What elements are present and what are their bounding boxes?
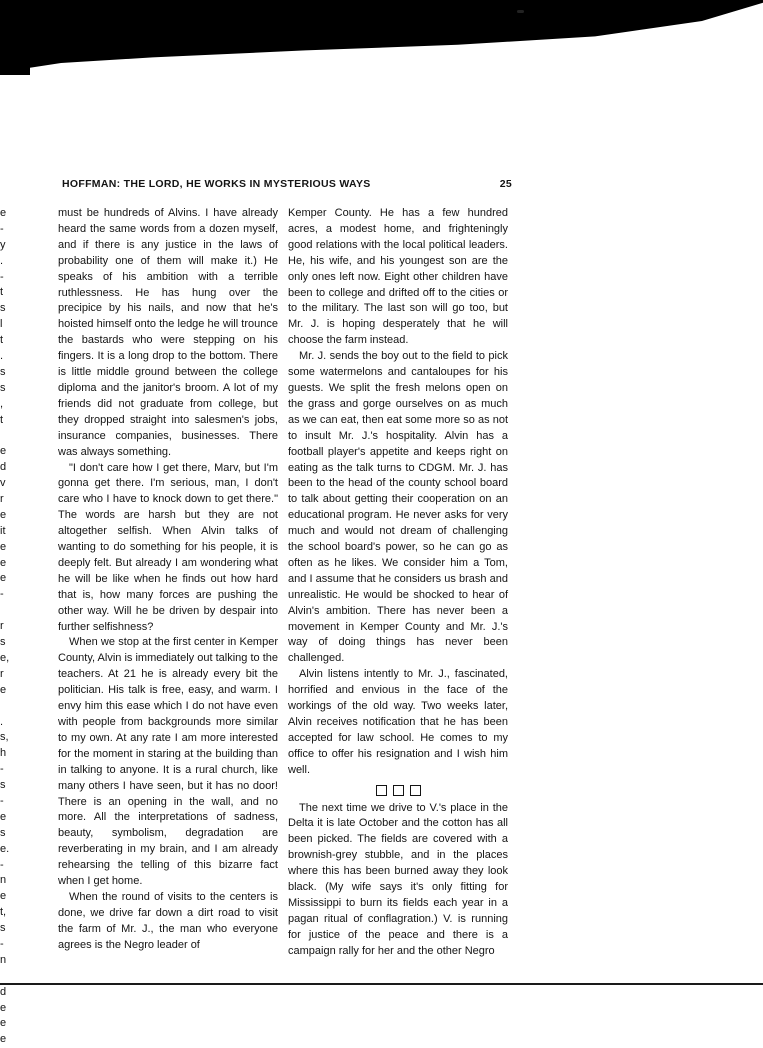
paragraph: Mr. J. sends the boy out to the field to pick some watermelons and cantaloupes for his guests. We split the fresh melons open on the grass and gorge ourselves on as much as we can eat, then eat some more so as not to insult Mr. J.'s hospitality. Alvin has a football player's appetite and keeps right on eating as the talk turns to CDGM. Mr. J. has been to the head of the county school board to talk about getting their cooperation on an educational program. He never asks for very much and would not dream of challenging the school board's power, so he can go as often as he likes. We consider him a Tom, and I assume that he considers us brash and unrealistic. He would be shocked to hear of Alvin's ambition. There has never been a movement in Kemper County and Mr. J.'s way of doing things has never been challenged. (288, 350, 508, 665)
margin-fragment: e, (0, 651, 10, 664)
margin-fragment: e (0, 890, 7, 903)
margin-fragment (0, 603, 10, 619)
scan-speck (517, 10, 524, 13)
paragraph: "I don't care how I get there, Marv, but I'm gonna get there. I'm serious, man, I don't care who I have to knock down to get there." The words are harsh but they are not altogether selfish. When Alvin talks of wanting to do something for his people, it is deeply felt. But already I am wondering what he will be like when he finds out how hard that is, how many forces are pushing the other way. Will he be driven by despair into further selfishness? (58, 461, 278, 633)
paragraph: When the round of visits to the centers is done, we drive far down a dirt road to visit the farm of Mr. J., the man who everyone agrees is the Negro leader of (58, 890, 278, 951)
right-text-column (288, 206, 508, 960)
margin-fragment: s (0, 302, 6, 315)
margin-fragment: r (0, 667, 4, 680)
margin-fragment: t (0, 334, 4, 347)
margin-fragment: t (0, 413, 4, 426)
margin-fragment: n (0, 953, 7, 966)
running-title: HOFFMAN: THE LORD, HE WORKS IN MYSTERIOUS WAYS (62, 178, 371, 190)
margin-fragment: e (0, 810, 7, 823)
margin-fragment: - (0, 858, 4, 871)
margin-fragment: e (0, 1001, 7, 1014)
scan-bottom-edge (0, 983, 763, 985)
separator-box-icon (410, 785, 421, 796)
margin-fragment: e (0, 540, 7, 553)
margin-fragment: e (0, 1033, 7, 1046)
page-number: 25 (499, 178, 512, 190)
margin-fragment: t, (0, 906, 7, 919)
margin-fragment: r (0, 493, 4, 506)
margin-fragment: y (0, 238, 6, 251)
margin-fragment: d (0, 461, 7, 474)
paragraph: The next time we drive to V.'s place in the Delta it is late October and the cotton has all been picked. The fields are covered with a brownish-grey stubble, and in the places where this has been burned away they look black. (My wife says it's only fitting for Mississippi to burn its fields each year in a pagan ritual of conflagration.) V. is running for justice of the peace and there is a campaign rally for her and the other Negro (288, 801, 508, 957)
margin-fragment: e (0, 445, 7, 458)
margin-fragment: , (0, 397, 4, 410)
margin-fragment: - (0, 222, 4, 235)
margin-fragment: s (0, 922, 6, 935)
separator-box-icon (376, 785, 387, 796)
paragraph: Alvin listens intently to Mr. J., fascinated, horrified and envious in the face of the workings of the old way. Two weeks later, Alvin receives notification that he has been accepted for law school. He comes to my office to offer his resignation and I wish him well. (288, 668, 508, 776)
margin-fragment (0, 428, 10, 444)
paragraph: must be hundreds of Alvins. I have already heard the same words from a dozen myself, and if there is any justice in the laws of probability one of them will make it.) He speaks of his ambition with a terrible ruthlessness. He has hung over the precipice by his nails, and now that he's hoisted himself onto the ledge he will trounce the bastards who were stepping on his fingers. It is a long drop to the bottom. There is little middle ground between the college diploma and the janitor's broom. A lot of my friends did not graduate from college, but they dropped straight into salesmen's jobs, insurance companies, businesses. There was always something. (58, 207, 278, 458)
left-text-column (58, 206, 278, 954)
margin-fragment: - (0, 270, 4, 283)
margin-fragment: . (0, 254, 4, 267)
margin-fragment: r (0, 620, 4, 633)
margin-fragment: . (0, 715, 4, 728)
margin-fragment: s (0, 779, 6, 792)
margin-fragment: t (0, 286, 4, 299)
margin-fragment: e (0, 1017, 7, 1030)
scan-dark-border (0, 0, 763, 70)
margin-fragment: d (0, 985, 7, 998)
section-separator (288, 783, 508, 799)
margin-fragment: it (0, 524, 6, 537)
margin-fragment: - (0, 763, 4, 776)
paragraph: Kemper County. He has a few hundred acres, a modest home, and frighteningly good relations with the local political leaders. He, his wife, and his youngest son are the only ones left now. Eight other children have been to college and drifted off to the cities or to the military. The last son will go too, but Mr. J. is hoping desperately that he will choose the farm instead. (288, 207, 508, 347)
margin-fragment: v (0, 477, 6, 490)
margin-fragment: s, (0, 731, 9, 744)
margin-fragment: e (0, 556, 7, 569)
margin-fragment: h (0, 747, 7, 760)
margin-fragment: - (0, 794, 4, 807)
margin-fragment: e (0, 508, 7, 521)
separator-box-icon (393, 785, 404, 796)
margin-fragment: e (0, 683, 7, 696)
margin-fragment: e (0, 207, 7, 219)
margin-fragment: - (0, 937, 4, 950)
margin-fragment: - (0, 588, 4, 601)
paragraph: When we stop at the first center in Kemper County, Alvin is immediately out talking to the teachers. At 21 he is already every bit the politician. His talk is free, easy, and warm. I envy him this ease which I do not have even with people from backgrounds more similar to my own. At any rate I am more interested for the moment in staring at the building than in talking to anyone. It is a rural church, like many others I have seen, but it has no door! There is an opening in the wall, and no more. All the interpretations of sadness, beauty, symbolism, degradation are reverberating in my brain, and I am already rehearsing the telling of this bizarre fact when I get home. (58, 636, 278, 888)
facing-page-edge-text (0, 206, 10, 1048)
margin-fragment: l (0, 318, 3, 331)
margin-fragment: e (0, 572, 7, 585)
margin-fragment: e. (0, 842, 10, 855)
margin-fragment: s (0, 365, 6, 378)
margin-fragment: n (0, 874, 7, 887)
margin-fragment: s (0, 636, 6, 649)
margin-fragment: s (0, 381, 6, 394)
margin-fragment: s (0, 826, 6, 839)
scan-corner-shadow (0, 0, 30, 75)
margin-fragment: . (0, 350, 4, 363)
margin-fragment (0, 699, 10, 715)
